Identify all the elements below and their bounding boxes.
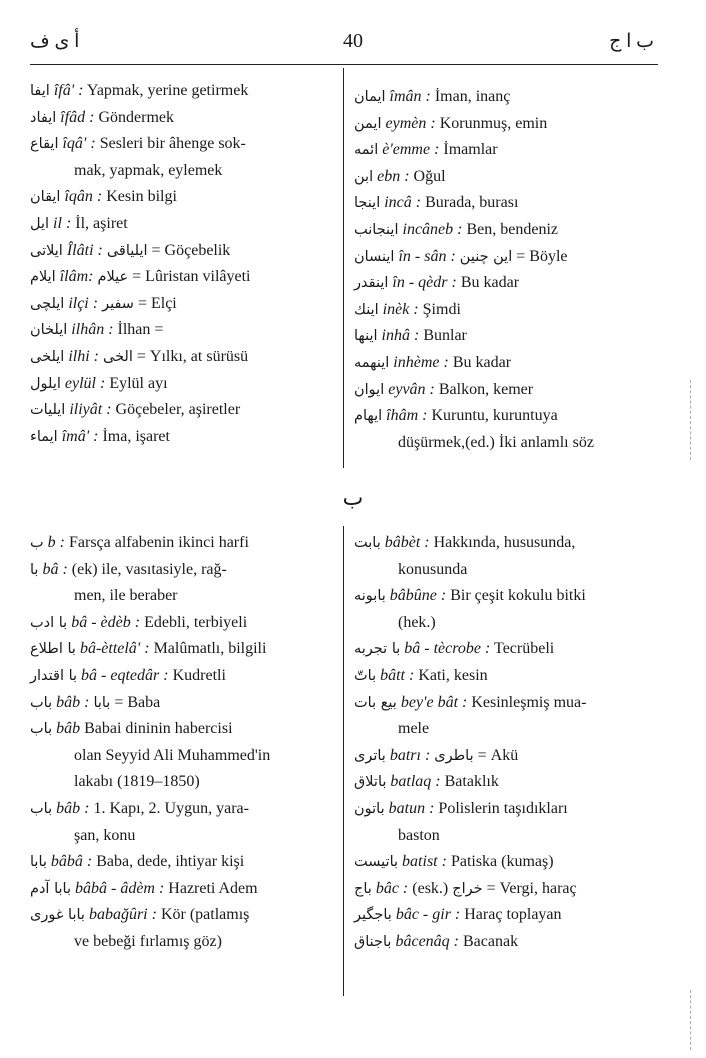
transliteration: în - qèdr : bbox=[392, 274, 457, 292]
arabic-headword: اينسان bbox=[354, 248, 395, 265]
transliteration: îmâ' : bbox=[61, 427, 99, 445]
dictionary-entry bbox=[354, 929, 658, 956]
transliteration: eymèn : bbox=[385, 114, 436, 132]
transliteration: îqân : bbox=[64, 188, 103, 206]
transliteration: îqâ' : bbox=[62, 135, 96, 153]
transliteration: bâcenâq : bbox=[395, 932, 459, 950]
page-number: 40 bbox=[343, 30, 363, 52]
arabic-headword: ايمان bbox=[354, 89, 386, 105]
dictionary-entry bbox=[30, 344, 336, 371]
arabic-headword: باتون bbox=[354, 800, 385, 817]
definition: Babai dininin habercisi bbox=[84, 720, 233, 738]
arabic-headword: ايفا bbox=[30, 83, 50, 99]
transliteration: bâtt : bbox=[380, 666, 415, 684]
dictionary-entry bbox=[354, 84, 658, 111]
arabic-headword: با اقتدار bbox=[30, 667, 78, 684]
arabic-headword: با اطلاع bbox=[30, 641, 76, 658]
dictionary-entry bbox=[30, 530, 336, 557]
definition: Kati, kesin bbox=[418, 666, 488, 684]
dictionary-entry bbox=[30, 317, 336, 344]
arabic-headword: باترى bbox=[354, 747, 386, 764]
transliteration: în - sân : bbox=[398, 247, 456, 265]
arabic-headword: باجناق bbox=[354, 933, 392, 950]
margin-mark bbox=[690, 380, 691, 460]
section-letter: ب bbox=[342, 486, 364, 511]
arabic-headword: ايلخى bbox=[30, 348, 65, 365]
arabic-headword: باب bbox=[30, 800, 53, 817]
dictionary-entry bbox=[354, 111, 658, 138]
dictionary-entry bbox=[30, 690, 336, 717]
definition: İlhan = bbox=[117, 321, 164, 339]
arabic-headword: با تجربه bbox=[354, 641, 401, 658]
transliteration: bâ - tècrobe : bbox=[404, 640, 491, 658]
transliteration: batlaq : bbox=[390, 773, 441, 791]
arabic-headword: ايلچى bbox=[30, 295, 65, 312]
definition: = Elçi bbox=[137, 294, 177, 312]
arabic-synonym: سفير bbox=[102, 295, 134, 312]
definition: Bu kadar bbox=[452, 353, 512, 371]
definition: (ek) ile, vasıtasiyle, rağ- bbox=[71, 560, 227, 578]
column-divider-bottom bbox=[343, 526, 344, 996]
definition: = Lûristan vilâyeti bbox=[132, 268, 251, 286]
bottom-left-column bbox=[30, 530, 336, 956]
arabic-headword: باتّ bbox=[354, 667, 377, 684]
transliteration: inèk : bbox=[382, 300, 419, 318]
definition-continued: (hek.) bbox=[398, 613, 436, 631]
transliteration: bâ : bbox=[42, 560, 68, 578]
arabic-headword: ايلاتى bbox=[30, 242, 63, 259]
dictionary-entry bbox=[30, 876, 336, 903]
dictionary-entry bbox=[354, 849, 658, 876]
definition: Kuruntu, kuruntuya bbox=[431, 407, 558, 425]
dictionary-entry bbox=[354, 297, 658, 324]
arabic-headword: اينجانب bbox=[354, 221, 399, 238]
dictionary-entry bbox=[30, 557, 336, 584]
arabic-headword: ايلخان bbox=[30, 322, 68, 339]
dictionary-entry bbox=[30, 397, 336, 424]
arabic-headword: بابا غورى bbox=[30, 907, 85, 924]
definition: Malûmatlı, bilgili bbox=[153, 640, 267, 658]
arabic-headword: اينك bbox=[354, 301, 379, 318]
arabic-headword: با bbox=[30, 561, 39, 578]
arabic-headword: ايماء bbox=[30, 428, 58, 445]
header-rule bbox=[30, 64, 658, 65]
definition: Haraç toplayan bbox=[464, 906, 562, 924]
definition: = Akü bbox=[477, 746, 519, 764]
transliteration: b : bbox=[47, 534, 65, 551]
dictionary-entry bbox=[30, 663, 336, 690]
definition: İmamlar bbox=[443, 141, 498, 159]
arabic-synonym: عيلام bbox=[97, 269, 129, 286]
definition: Bunlar bbox=[423, 327, 467, 345]
dictionary-entry bbox=[354, 530, 658, 557]
arabic-headword: با ادب bbox=[30, 614, 68, 631]
header-left-letters: أ ى ف bbox=[30, 31, 80, 52]
transliteration: eyvân : bbox=[388, 380, 435, 398]
transliteration: batun : bbox=[388, 799, 435, 817]
definition-continued: lakabı (1819–1850) bbox=[74, 773, 200, 791]
dictionary-entry bbox=[354, 583, 658, 610]
transliteration: bey'e bât : bbox=[400, 693, 468, 711]
dictionary-entry bbox=[354, 217, 658, 244]
dictionary-entry bbox=[354, 323, 658, 350]
dictionary-entry bbox=[30, 291, 336, 318]
arabic-synonym: الخى bbox=[102, 348, 133, 365]
definition: = Vergi, haraç bbox=[486, 879, 577, 897]
transliteration: Îlâti : bbox=[66, 241, 103, 259]
definition: Göçebeler, aşiretler bbox=[115, 401, 241, 419]
definition: Eylül ayı bbox=[109, 374, 168, 392]
arabic-headword: ايهام bbox=[354, 408, 383, 425]
dictionary-entry bbox=[354, 636, 658, 663]
definition-continued: düşürmek,(ed.) İki anlamlı söz bbox=[398, 433, 594, 451]
arabic-headword: ايوان bbox=[354, 381, 385, 398]
dictionary-entry bbox=[30, 78, 336, 105]
transliteration: îfâ' : bbox=[53, 82, 84, 99]
arabic-headword: ائمه bbox=[354, 142, 379, 159]
arabic-synonym: بابا bbox=[93, 694, 111, 711]
arabic-headword: بيع بات bbox=[354, 694, 397, 711]
arabic-headword: ب bbox=[30, 535, 44, 551]
dictionary-entry bbox=[354, 796, 658, 823]
definition-continued: konusunda bbox=[398, 560, 468, 578]
dictionary-entry bbox=[354, 244, 658, 271]
arabic-synonym: اين چنين bbox=[459, 248, 513, 265]
arabic-headword: ايلول bbox=[30, 375, 61, 392]
definition: Patiska (kumaş) bbox=[450, 853, 554, 871]
arabic-headword: اينقدر bbox=[354, 275, 389, 292]
arabic-headword: بابت bbox=[354, 535, 381, 551]
transliteration: incâ : bbox=[384, 194, 422, 212]
definition-continued: men, ile beraber bbox=[74, 587, 178, 605]
transliteration: îhâm : bbox=[386, 407, 428, 425]
dictionary-entry bbox=[354, 876, 658, 903]
arabic-headword: باتيست bbox=[354, 854, 399, 871]
arabic-headword: ايقاع bbox=[30, 136, 59, 153]
definition: İma, işaret bbox=[102, 427, 170, 445]
dictionary-entry bbox=[354, 902, 658, 929]
dictionary-entry bbox=[354, 164, 658, 191]
definition: İl, aşiret bbox=[75, 214, 128, 232]
transliteration: îmân : bbox=[389, 88, 431, 105]
transliteration: bâc : bbox=[375, 879, 409, 897]
transliteration: incâneb : bbox=[402, 220, 463, 238]
dictionary-entry bbox=[30, 371, 336, 398]
transliteration: bâ - eqtedâr : bbox=[81, 666, 169, 684]
top-right-column bbox=[354, 84, 658, 456]
arabic-headword: ابن bbox=[354, 168, 374, 185]
arabic-headword: بابا آدم bbox=[30, 880, 71, 897]
definition: Polislerin taşıdıkları bbox=[438, 799, 568, 817]
transliteration: bâbèt : bbox=[384, 534, 430, 551]
dictionary-entry bbox=[30, 849, 336, 876]
transliteration: ebn : bbox=[377, 167, 410, 185]
definition: Kör (patlamış bbox=[160, 906, 250, 924]
definition: Kudretli bbox=[172, 666, 226, 684]
transliteration: bâb : bbox=[56, 799, 90, 817]
definition: 1. Kapı, 2. Uygun, yara- bbox=[93, 799, 249, 817]
transliteration: bâb : bbox=[56, 693, 90, 711]
definition: = Böyle bbox=[516, 247, 568, 265]
transliteration: iliyât : bbox=[69, 401, 112, 419]
definition: Edebli, terbiyeli bbox=[144, 613, 248, 631]
definition: Hakkında, hususunda, bbox=[433, 534, 576, 551]
definition: İman, inanç bbox=[434, 88, 511, 105]
arabic-headword: ايقان bbox=[30, 189, 61, 206]
arabic-headword: اينجا bbox=[354, 195, 381, 212]
dictionary-entry bbox=[30, 264, 336, 291]
arabic-headword: اينهمه bbox=[354, 354, 390, 371]
transliteration: bâc - gir : bbox=[395, 906, 461, 924]
margin-mark bbox=[690, 990, 691, 1050]
arabic-headword: بابونه bbox=[354, 588, 386, 605]
arabic-headword: باب bbox=[30, 694, 53, 711]
arabic-headword: اينها bbox=[354, 328, 378, 345]
transliteration: ilhi : bbox=[68, 347, 99, 365]
definition: Tecrübeli bbox=[494, 640, 555, 658]
transliteration: batist : bbox=[402, 853, 447, 871]
definition: Göndermek bbox=[98, 108, 175, 126]
transliteration: è'emme : bbox=[382, 141, 440, 159]
dictionary-entry bbox=[30, 902, 336, 929]
dictionary-entry bbox=[30, 211, 336, 238]
top-left-column bbox=[30, 78, 336, 450]
definition: Burada, burası bbox=[425, 194, 519, 212]
dictionary-entry bbox=[354, 663, 658, 690]
definition: Bataklık bbox=[444, 773, 499, 791]
transliteration: eylül : bbox=[64, 374, 106, 392]
transliteration: babağûri : bbox=[88, 906, 157, 924]
transliteration: inhème : bbox=[393, 353, 449, 371]
dictionary-entry bbox=[354, 350, 658, 377]
transliteration: il : bbox=[53, 214, 72, 232]
arabic-headword: ايلام bbox=[30, 269, 56, 286]
arabic-synonym: خراج bbox=[452, 880, 483, 897]
transliteration: îlâm: bbox=[59, 268, 94, 286]
arabic-headword: باجگير bbox=[354, 907, 392, 924]
arabic-headword: باج bbox=[354, 880, 372, 897]
definition: = Baba bbox=[114, 693, 161, 711]
definition: Ben, bendeniz bbox=[466, 220, 559, 238]
transliteration: ilhân : bbox=[71, 321, 114, 339]
definition-continued: ve bebeği fırlamış göz) bbox=[74, 932, 222, 950]
definition-continued: olan Seyyid Ali Muhammed'in bbox=[74, 746, 271, 764]
arabic-headword: ايليات bbox=[30, 402, 66, 419]
dictionary-entry bbox=[354, 190, 658, 217]
column-divider-top bbox=[343, 68, 344, 468]
definition: Sesleri bir âhenge sok- bbox=[99, 135, 246, 153]
definition: Oğul bbox=[413, 167, 446, 185]
definition: Kesinleşmiş mua- bbox=[471, 693, 587, 711]
definition-continued: mele bbox=[398, 720, 430, 738]
definition: Hazreti Adem bbox=[168, 879, 258, 897]
definition: Bacanak bbox=[463, 932, 519, 950]
dictionary-entry bbox=[354, 377, 658, 404]
transliteration: inhâ : bbox=[381, 327, 420, 345]
transliteration: îfâd : bbox=[60, 108, 95, 126]
arabic-headword: باتلاق bbox=[354, 774, 387, 791]
arabic-headword: بابا bbox=[30, 854, 47, 871]
transliteration: ilçi : bbox=[68, 294, 99, 312]
arabic-headword: ايفاد bbox=[30, 109, 57, 126]
definition: = Yılkı, at sürüsü bbox=[136, 347, 249, 365]
transliteration: bâ - èdèb : bbox=[71, 613, 141, 631]
bottom-right-column bbox=[354, 530, 658, 956]
dictionary-entry bbox=[354, 137, 658, 164]
arabic-headword: ايمن bbox=[354, 115, 382, 132]
arabic-headword: باب bbox=[30, 721, 53, 738]
dictionary-entry bbox=[30, 105, 336, 132]
dictionary-entry bbox=[30, 716, 336, 743]
dictionary-entry bbox=[30, 796, 336, 823]
definition: Yapmak, yerine getirmek bbox=[86, 82, 249, 99]
definition: Şimdi bbox=[422, 300, 461, 318]
definition: = Göçebelik bbox=[151, 241, 231, 259]
transliteration: bâbâ : bbox=[50, 853, 93, 871]
definition-continued: baston bbox=[398, 826, 440, 844]
definition-continued: mak, yapmak, eylemek bbox=[74, 161, 223, 179]
definition: Bir çeşit kokulu bitki bbox=[450, 587, 586, 605]
dictionary-entry bbox=[354, 403, 658, 430]
definition: Korunmuş, emin bbox=[439, 114, 548, 132]
transliteration: bâbûne : bbox=[389, 587, 447, 605]
transliteration: batrı : bbox=[389, 746, 431, 764]
definition: Bu kadar bbox=[460, 274, 520, 292]
definition: Farsça alfabenin ikinci harfi bbox=[68, 534, 249, 551]
dictionary-entry bbox=[354, 769, 658, 796]
dictionary-entry bbox=[354, 270, 658, 297]
dictionary-entry bbox=[354, 690, 658, 717]
dictionary-entry bbox=[354, 743, 658, 770]
dictionary-entry bbox=[30, 131, 336, 158]
definition: Balkon, kemer bbox=[438, 380, 534, 398]
definition-continued: şan, konu bbox=[74, 826, 136, 844]
definition: Kesin bilgi bbox=[106, 188, 177, 206]
transliteration: bâbâ - âdèm : bbox=[74, 879, 165, 897]
dictionary-entry bbox=[30, 610, 336, 637]
arabic-headword: ايل bbox=[30, 215, 50, 232]
definition: Baba, dede, ihtiyar kişi bbox=[96, 853, 245, 871]
transliteration: bâ-èttelâ' : bbox=[79, 640, 150, 658]
entry-note: (esk.) bbox=[412, 879, 449, 897]
arabic-synonym: ايلياقى bbox=[106, 242, 148, 259]
transliteration: bâb bbox=[56, 720, 81, 738]
dictionary-entry bbox=[30, 636, 336, 663]
dictionary-entry bbox=[30, 238, 336, 265]
header-right-letters: ب ا ج bbox=[609, 31, 654, 52]
arabic-synonym: باطرى bbox=[434, 747, 474, 764]
dictionary-entry bbox=[30, 184, 336, 211]
dictionary-entry bbox=[30, 424, 336, 451]
